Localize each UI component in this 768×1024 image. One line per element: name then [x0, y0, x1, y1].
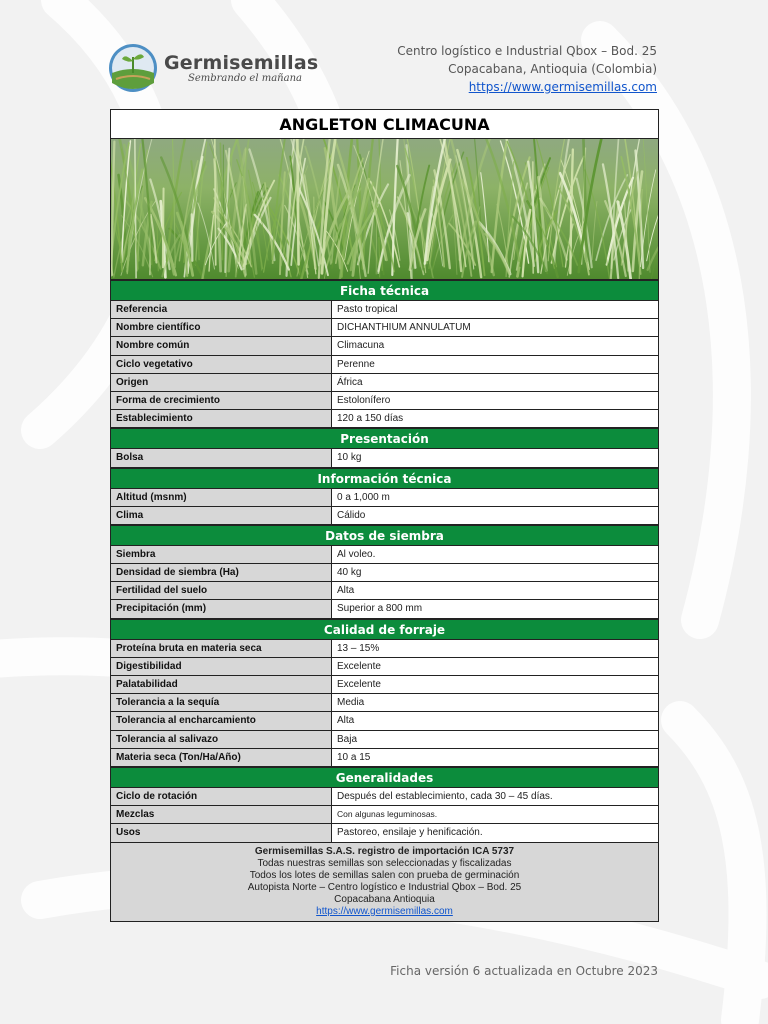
section-generalidades: Generalidades	[111, 767, 658, 788]
row-value: Superior a 800 mm	[332, 600, 658, 617]
table-row	[111, 806, 658, 824]
row-label: Usos	[111, 824, 332, 841]
row-value: Perenne	[332, 356, 658, 373]
section-informacion-tecnica: Información técnica	[111, 468, 658, 489]
footer-website-link[interactable]: https://www.germisemillas.com	[316, 905, 453, 917]
table-row	[111, 731, 658, 749]
row-value: Media	[332, 694, 658, 711]
table-row	[111, 658, 658, 676]
table-row	[111, 676, 658, 694]
row-label: Materia seca (Ton/Ha/Año)	[111, 749, 332, 766]
table-row	[111, 694, 658, 712]
row-label: Clima	[111, 507, 332, 524]
table-row	[111, 507, 658, 525]
row-label: Fertilidad del suelo	[111, 582, 332, 599]
brand-tagline: Sembrando el mañana	[188, 73, 302, 84]
row-label: Tolerancia a la sequía	[111, 694, 332, 711]
table-row	[111, 356, 658, 374]
row-label: Palatabilidad	[111, 676, 332, 693]
section-presentacion: Presentación	[111, 428, 658, 449]
table-row	[111, 337, 658, 355]
row-value: Después del establecimiento, cada 30 – 45 días.	[332, 788, 658, 805]
product-sheet	[110, 109, 659, 922]
table-row	[111, 392, 658, 410]
row-label: Referencia	[111, 301, 332, 318]
row-label: Ciclo de rotación	[111, 788, 332, 805]
table-row	[111, 582, 658, 600]
table-row	[111, 600, 658, 618]
table-row	[111, 788, 658, 806]
row-value: Climacuna	[332, 337, 658, 354]
version-note: Ficha versión 6 actualizada en Octubre 2023	[390, 964, 658, 978]
row-value: Cálido	[332, 507, 658, 524]
table-row	[111, 410, 658, 428]
row-label: Digestibilidad	[111, 658, 332, 675]
row-label: Bolsa	[111, 449, 332, 466]
row-value: DICHANTHIUM ANNULATUM	[332, 319, 658, 336]
row-label: Altitud (msnm)	[111, 489, 332, 506]
germisemillas-logo-icon	[108, 43, 158, 93]
table-row	[111, 564, 658, 582]
row-value: Pasto tropical	[332, 301, 658, 318]
row-value: Al voleo.	[332, 546, 658, 563]
row-value: 10 kg	[332, 449, 658, 466]
row-value: Alta	[332, 712, 658, 729]
row-value: Estolonífero	[332, 392, 658, 409]
sheet-title: ANGLETON CLIMACUNA	[111, 110, 658, 139]
table-row	[111, 449, 658, 467]
address-line-1: Centro logístico e Industrial Qbox – Bod. 25	[397, 44, 657, 58]
table-row	[111, 301, 658, 319]
row-value: Excelente	[332, 676, 658, 693]
row-value: 10 a 15	[332, 749, 658, 766]
website-link[interactable]: https://www.germisemillas.com	[468, 80, 657, 94]
row-label: Tolerancia al encharcamiento	[111, 712, 332, 729]
footer-line: Autopista Norte – Centro logístico e Industrial Qbox – Bod. 25	[247, 881, 522, 893]
table-row	[111, 546, 658, 564]
grass-photo	[111, 139, 658, 280]
row-label: Nombre común	[111, 337, 332, 354]
row-value: Baja	[332, 731, 658, 748]
footer-line: Todos los lotes de semillas salen con prueba de germinación	[249, 869, 520, 881]
brand-name: Germisemillas	[164, 52, 319, 74]
table-row	[111, 640, 658, 658]
row-label: Densidad de siembra (Ha)	[111, 564, 332, 581]
row-label: Siembra	[111, 546, 332, 563]
row-value: 0 a 1,000 m	[332, 489, 658, 506]
row-label: Forma de crecimiento	[111, 392, 332, 409]
ficha-rows	[111, 301, 658, 428]
row-value: Alta	[332, 582, 658, 599]
row-value: 40 kg	[332, 564, 658, 581]
footer-line: Copacabana Antioquia	[334, 893, 435, 905]
brand-logo	[108, 42, 328, 94]
row-value: 120 a 150 días	[332, 410, 658, 427]
row-label: Origen	[111, 374, 332, 391]
row-value: Excelente	[332, 658, 658, 675]
row-label: Ciclo vegetativo	[111, 356, 332, 373]
row-label: Proteína bruta en materia seca	[111, 640, 332, 657]
row-value: Pastoreo, ensilaje y henificación.	[332, 824, 658, 841]
row-value: Con algunas leguminosas.	[332, 806, 658, 823]
table-row	[111, 374, 658, 392]
table-row	[111, 489, 658, 507]
row-label: Precipitación (mm)	[111, 600, 332, 617]
footer-line: Todas nuestras semillas son seleccionadas y fiscalizadas	[257, 857, 512, 869]
section-ficha-tecnica: Ficha técnica	[111, 280, 658, 301]
section-datos-siembra: Datos de siembra	[111, 525, 658, 546]
section-calidad-forraje: Calidad de forraje	[111, 619, 658, 640]
table-row	[111, 824, 658, 842]
address-line-2: Copacabana, Antioquia (Colombia)	[448, 62, 657, 76]
row-label: Mezclas	[111, 806, 332, 823]
row-value: 13 – 15%	[332, 640, 658, 657]
row-label: Establecimiento	[111, 410, 332, 427]
table-row	[111, 319, 658, 337]
company-address	[397, 42, 657, 96]
row-value: África	[332, 374, 658, 391]
row-label: Tolerancia al salivazo	[111, 731, 332, 748]
footer-registration: Germisemillas S.A.S. registro de importación ICA 5737	[254, 845, 515, 857]
sheet-footer	[111, 843, 658, 921]
table-row	[111, 749, 658, 767]
table-row	[111, 712, 658, 730]
row-label: Nombre científico	[111, 319, 332, 336]
